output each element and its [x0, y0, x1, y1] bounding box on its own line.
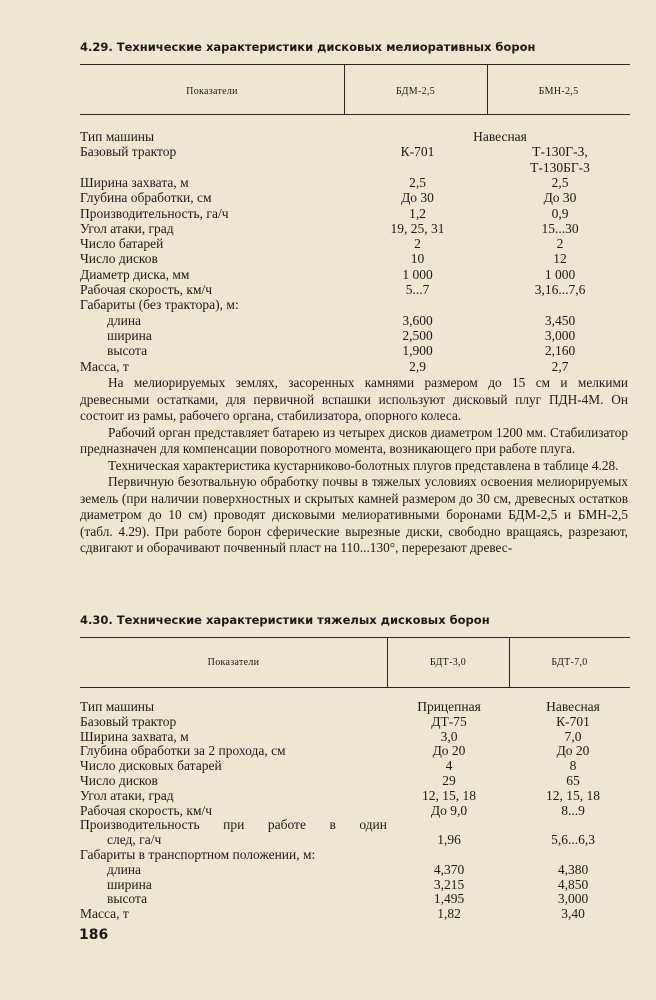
table-row	[0, 206, 656, 221]
row-value-2: 2,160	[544, 343, 576, 359]
paragraph-2: Рабочий орган представляет батарею из четырех дисков диаметром 1200 мм. Стабилизатор предназначен для компенсации поворотного момента, возникающего при работе плуга.	[80, 424, 628, 456]
row-label: Ширина захвата, м	[80, 728, 189, 744]
row-label: Число дисков	[80, 251, 158, 267]
table-row	[0, 297, 656, 312]
paragraph-3: Техническая характеристика кустарниково-болотных плугов представлена в таблице 4.28.	[108, 457, 619, 473]
row-value-1: 3,215	[433, 876, 465, 892]
row-label: ширина	[107, 327, 152, 343]
row-value-2: 65	[566, 773, 580, 788]
row-value-2: До 20	[556, 743, 590, 759]
row-label: Базовый трактор	[80, 713, 177, 729]
row-value-1: 2,5	[409, 174, 426, 190]
table-row	[0, 267, 656, 282]
row-label: Габариты (без трактора), м:	[80, 297, 239, 313]
table-row	[0, 328, 656, 343]
row-value-2: 3,16...7,6	[534, 282, 586, 297]
table-row	[0, 175, 656, 190]
row-label: Базовый трактор	[80, 144, 177, 160]
row-value-2: 5,6...6,3	[551, 832, 595, 848]
table-row	[0, 313, 656, 328]
row-value-1: 12, 15, 18	[422, 787, 476, 803]
table-4-29-header-bdm: БДМ-2,5	[395, 86, 435, 97]
row-value-1: 2,500	[402, 327, 433, 343]
table-row	[0, 817, 656, 832]
row-value-1: 1,82	[437, 906, 461, 922]
table-row	[0, 251, 656, 266]
row-value-1: 1,96	[437, 832, 461, 848]
table-4-30-header-indicators: Показатели	[207, 657, 260, 668]
row-value-2: 4,850	[557, 876, 589, 892]
row-value-2: 4,380	[557, 861, 589, 877]
row-label: длина	[107, 861, 142, 877]
table-row	[0, 832, 656, 847]
table-row	[0, 282, 656, 297]
row-value-1: До 9,0	[430, 802, 468, 818]
table-row	[0, 714, 656, 729]
row-value-1: 3,600	[402, 312, 433, 328]
row-label: Масса, т	[80, 906, 129, 922]
paragraph-1: На мелиорируемых землях, засоренных камнями размером до 15 см и мелкими древесными остатками, для первичной вспашки используют дисковый плуг ПДН-4М. Он состоит из рамы, рабочего органа, стабилизатора, опорного колеса.	[80, 375, 628, 423]
row-value-2: 12	[553, 251, 567, 267]
row-label: Число дисковых батарей	[80, 758, 222, 774]
row-value-2: 3,450	[544, 312, 576, 328]
body-text	[80, 375, 628, 557]
row-label: Ширина захвата, м	[80, 174, 189, 190]
table-4-29-header-indicators: Показатели	[186, 86, 238, 97]
table-row	[0, 144, 656, 159]
row-value-2: Т-130БГ-3	[530, 159, 590, 175]
table-row	[0, 847, 656, 862]
table-4-30-caption: 4.30. Технические характеристики тяжелых дисковых борон	[80, 613, 490, 627]
table-row	[0, 773, 656, 788]
row-value-2: 2,7	[551, 358, 569, 374]
row-label: Габариты в транспортном положении, м:	[80, 847, 316, 862]
table-4-29-header-bmn: БМН-2,5	[538, 86, 579, 97]
row-value-1: 1,495	[433, 891, 465, 907]
row-value-1: К-701	[400, 144, 435, 160]
table-row	[0, 803, 656, 818]
table-4-29-header-rule	[80, 114, 630, 115]
row-value-1: 4	[445, 758, 453, 774]
row-label: след, га/ч	[107, 832, 162, 848]
row-value-1: До 20	[432, 743, 466, 759]
row-value-1: ДТ-75	[431, 713, 467, 729]
row-value-1: 2,9	[409, 358, 426, 374]
table-row	[0, 877, 656, 892]
table-row	[0, 862, 656, 877]
table-row	[0, 129, 656, 144]
table-row	[0, 221, 656, 236]
row-label: Глубина обработки, см	[80, 190, 212, 206]
table-row	[0, 758, 656, 773]
table-row	[0, 729, 656, 744]
row-value-spanning: Навесная	[473, 129, 527, 144]
row-value-2: До 30	[543, 190, 577, 206]
row-value-1: 1 000	[402, 266, 433, 282]
row-label: Производительность, га/ч	[80, 205, 229, 221]
table-row	[0, 699, 656, 714]
row-value-1: 10	[410, 251, 425, 267]
row-label: Число дисков	[80, 773, 158, 788]
row-label: длина	[107, 312, 142, 328]
row-label: Рабочая скорость, км/ч	[80, 802, 213, 818]
row-value-1: До 30	[401, 190, 434, 206]
table-row	[0, 891, 656, 906]
row-label: Производительность при работе в один	[80, 817, 387, 833]
table-4-29-top-rule	[80, 64, 630, 65]
row-value-2: 15...30	[541, 220, 579, 236]
row-value-2: Т-130Г-3,	[532, 144, 588, 160]
table-row	[0, 343, 656, 358]
table-4-29-caption: 4.29. Технические характеристики дисковых мелиоративных борон	[80, 40, 536, 54]
row-value-2: 8...9	[561, 802, 585, 818]
row-label: Диаметр диска, мм	[80, 266, 190, 282]
row-value-2: 3,000	[557, 891, 589, 907]
row-value-1: Прицепная	[417, 699, 481, 714]
page-number: 186	[79, 927, 109, 943]
row-label: Тип машины	[80, 129, 155, 144]
row-value-1: 2	[414, 236, 421, 252]
table-4-30-header-bdt7: БДТ-7,0	[551, 657, 588, 668]
row-value-2: 2	[556, 236, 564, 252]
row-value-1: 3,0	[440, 728, 458, 744]
row-value-2: 3,000	[544, 327, 576, 343]
row-value-1: 5...7	[405, 282, 430, 297]
table-row	[0, 788, 656, 803]
row-value-2: 7,0	[564, 728, 582, 744]
table-4-30-header-bdt3: БДТ-3,0	[429, 657, 467, 668]
table-row	[0, 160, 656, 175]
table-4-30-header-rule	[80, 687, 630, 688]
table-row	[0, 906, 656, 921]
row-label: Тип машины	[80, 699, 155, 714]
row-label: высота	[107, 343, 148, 359]
table-row	[0, 743, 656, 758]
row-value-1: 19, 25, 31	[390, 220, 445, 236]
row-label: высота	[107, 891, 148, 907]
row-value-1: 1,2	[409, 205, 426, 221]
paragraph-4: Первичную безотвальную обработку почвы в тяжелых условиях освоения мелиорируемых земель (при наличии поверхностных и скрытых камней размером до 30 см, древесных остатков диаметром до 10 см) проводят дисковыми мелиоративными боронами БДМ-2,5 и БМН-2,5 (табл. 4.29). При работе борон сферические вырезные диски, свободно вращаясь, разрезают, сдвигают и оборачивают почвенный пласт на 110...130°, перерезают древес-	[80, 474, 628, 555]
row-value-2: 12, 15, 18	[546, 787, 600, 803]
row-value-2: Навесная	[546, 699, 600, 714]
row-value-2: 3,40	[561, 906, 585, 922]
table-row	[0, 359, 656, 374]
row-value-2: 2,5	[551, 174, 569, 190]
row-label: Угол атаки, град	[80, 220, 174, 236]
row-value-1: 4,370	[433, 861, 465, 877]
row-label: Угол атаки, град	[80, 787, 174, 803]
row-label: Число батарей	[80, 236, 164, 252]
row-value-2: К-701	[556, 713, 590, 729]
row-label: Масса, т	[80, 358, 129, 374]
row-value-1: 1,900	[402, 343, 433, 359]
table-row	[0, 190, 656, 205]
row-value-2: 8	[569, 758, 577, 774]
row-label: ширина	[107, 876, 152, 892]
row-label: Рабочая скорость, км/ч	[80, 282, 213, 297]
row-value-2: 0,9	[551, 205, 569, 221]
table-4-30-top-rule	[80, 637, 630, 638]
row-label: Глубина обработки за 2 прохода, см	[80, 743, 286, 759]
row-value-1: 29	[442, 773, 456, 788]
row-value-2: 1 000	[544, 266, 576, 282]
table-row	[0, 236, 656, 251]
